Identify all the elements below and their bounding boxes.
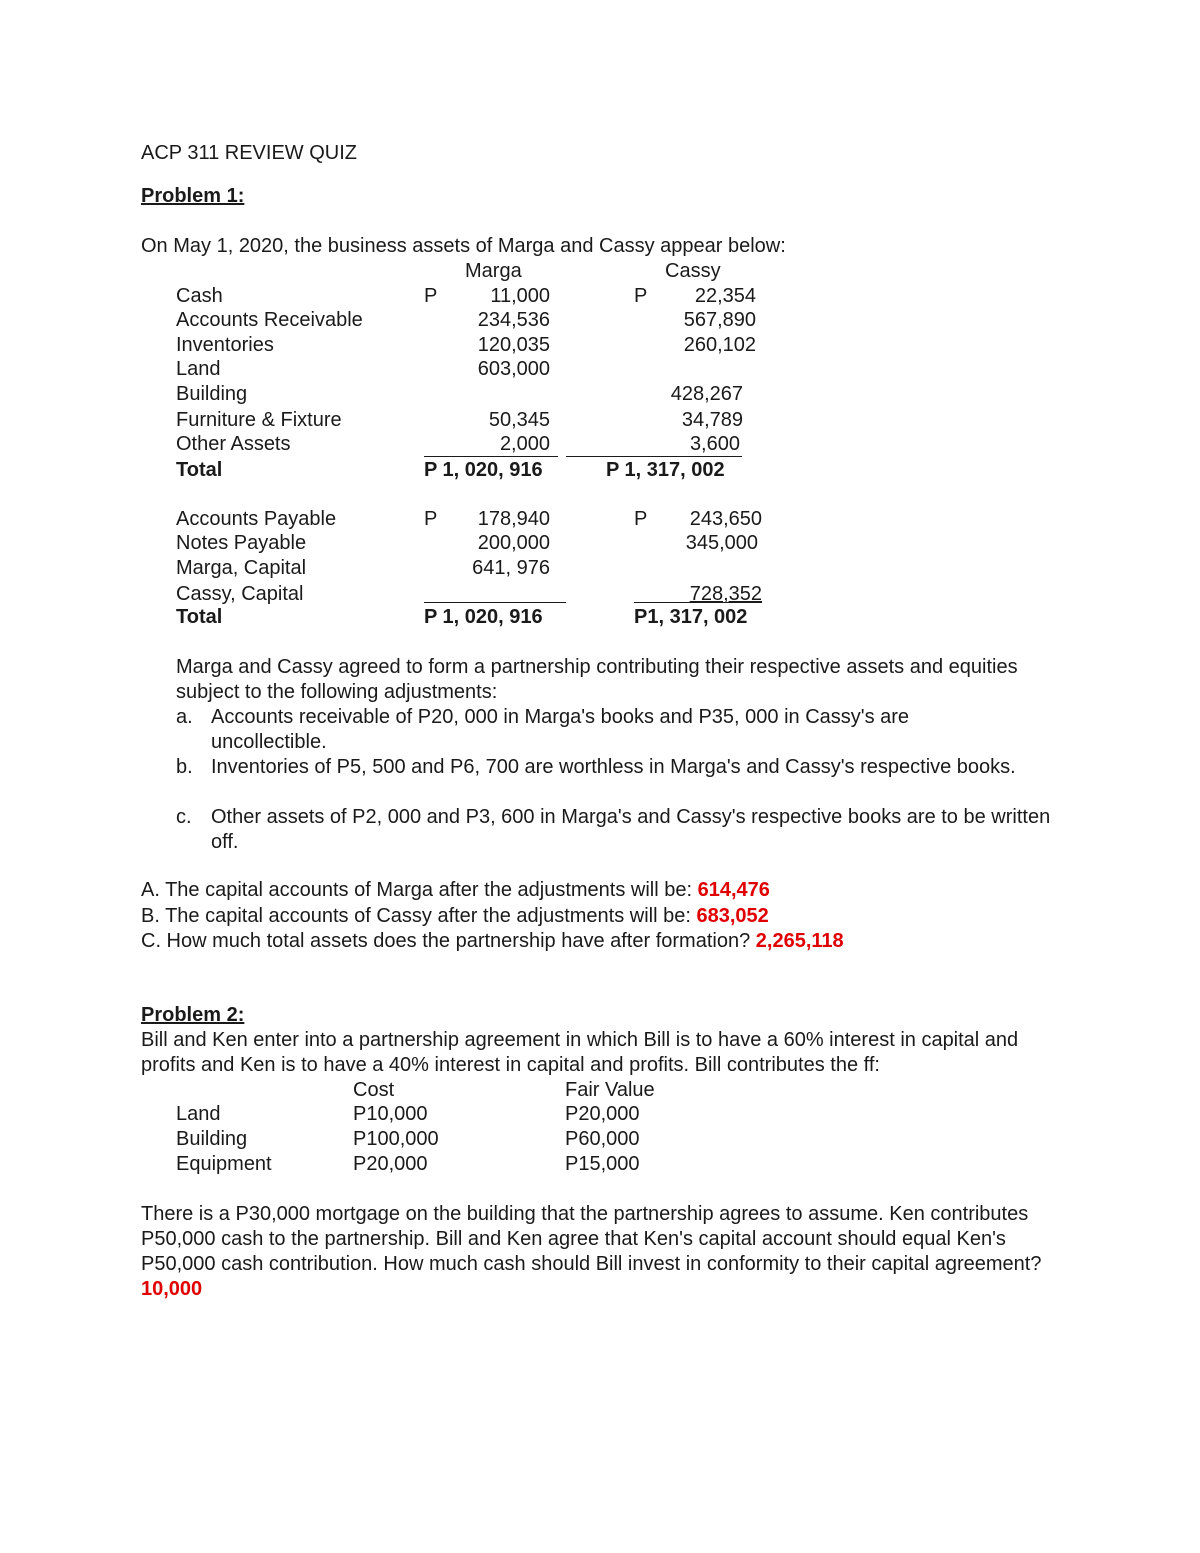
problem-2-question bbox=[141, 1202, 1051, 1302]
column-header-cassy: Cassy bbox=[665, 260, 721, 282]
question-text: There is a P30,000 mortgage on the building that the partnership agrees to assume. Ken contributes P50,000 cash to the partnership. Bill and Ken agree that Ken's capital account should equal Ken's P50,000 cash contribution. How much cash should Bill invest in conformity to their capital agreement? bbox=[141, 1203, 1042, 1275]
marga-value: 50,345 bbox=[488, 409, 550, 431]
subtotal-rule bbox=[634, 602, 762, 603]
cassy-total: P 1, 317, 002 bbox=[606, 459, 725, 481]
question-b bbox=[141, 904, 769, 929]
question-text: B. The capital accounts of Cassy after the adjustments will be: bbox=[141, 905, 697, 927]
question-text: C. How much total assets does the partnership have after formation? bbox=[141, 930, 756, 952]
marga-value: 178,940 bbox=[477, 508, 550, 530]
list-marker: a. bbox=[176, 706, 193, 728]
answer-value: 2,265,118 bbox=[755, 930, 844, 952]
subtotal-rule bbox=[424, 602, 566, 603]
cassy-value: 22,354 bbox=[694, 285, 756, 307]
row-label: Land bbox=[176, 358, 221, 380]
row-label: Accounts Receivable bbox=[176, 309, 363, 331]
row-label: Land bbox=[176, 1103, 221, 1125]
question-text: A. The capital accounts of Marga after the adjustments will be: bbox=[141, 879, 698, 901]
peso-sign: P bbox=[424, 508, 438, 530]
answer-value: 683,052 bbox=[696, 905, 769, 927]
document-title: ACP 311 REVIEW QUIZ bbox=[141, 142, 357, 164]
cassy-value: 34,789 bbox=[681, 409, 743, 431]
cassy-value: 345,000 bbox=[685, 532, 758, 554]
problem-1-heading: Problem 1: bbox=[141, 185, 245, 207]
peso-sign: P bbox=[424, 285, 438, 307]
agreement-paragraph: Marga and Cassy agreed to form a partnership contributing their respective assets and equities subject to the following adjustments: bbox=[176, 656, 1018, 703]
subtotal-rule bbox=[424, 456, 558, 457]
column-header-fair-value: Fair Value bbox=[565, 1079, 655, 1101]
marga-value: 11,000 bbox=[490, 285, 550, 307]
cassy-value: 3,600 bbox=[689, 433, 740, 455]
row-label: Inventories bbox=[176, 334, 274, 356]
row-label: Other Assets bbox=[176, 433, 291, 455]
fair-value: P15,000 bbox=[565, 1153, 640, 1175]
cost-value: P10,000 bbox=[353, 1103, 428, 1125]
question-a bbox=[141, 878, 770, 903]
column-header-marga: Marga bbox=[465, 260, 522, 282]
fair-value: P60,000 bbox=[565, 1128, 640, 1150]
marga-value: 603,000 bbox=[477, 358, 550, 380]
row-label: Building bbox=[176, 383, 248, 405]
marga-value: 200,000 bbox=[477, 532, 550, 554]
cassy-value: 567,890 bbox=[683, 309, 756, 331]
peso-sign: P bbox=[634, 508, 648, 530]
fair-value: P20,000 bbox=[565, 1103, 640, 1125]
marga-total: P 1, 020, 916 bbox=[424, 606, 543, 628]
column-header-cost: Cost bbox=[353, 1079, 395, 1101]
marga-total: P 1, 020, 916 bbox=[424, 459, 543, 481]
list-text: Other assets of P2, 000 and P3, 600 in Marga's and Cassy's respective books are to be written off. bbox=[211, 806, 1051, 853]
marga-value: 120,035 bbox=[477, 334, 550, 356]
row-label: Accounts Payable bbox=[176, 508, 337, 530]
cassy-total: P1, 317, 002 bbox=[634, 606, 748, 628]
marga-value: 234,536 bbox=[477, 309, 550, 331]
answer-value: 614,476 bbox=[697, 879, 770, 901]
problem-1-intro: On May 1, 2020, the business assets of Marga and Cassy appear below: bbox=[141, 235, 786, 257]
list-text: Accounts receivable of P20, 000 in Marga's books and P35, 000 in Cassy's are uncollectible. bbox=[211, 706, 910, 753]
row-label: Cassy, Capital bbox=[176, 583, 304, 605]
marga-value: 641, 976 bbox=[472, 557, 550, 579]
cassy-value: 243,650 bbox=[689, 508, 762, 530]
cost-value: P20,000 bbox=[353, 1153, 428, 1175]
answer-value: 10,000 bbox=[141, 1278, 203, 1300]
problem-2-intro: Bill and Ken enter into a partnership agreement in which Bill is to have a 60% interest in capital and profits and Ken is to have a 40% interest in capital and profits. Bill contributes the ff: bbox=[141, 1029, 1019, 1076]
list-marker: b. bbox=[176, 756, 193, 778]
cassy-value: 428,267 bbox=[670, 383, 743, 405]
cassy-value: 728,352 bbox=[689, 583, 762, 605]
total-label: Total bbox=[176, 606, 223, 628]
list-marker: c. bbox=[176, 806, 192, 828]
marga-value: 2,000 bbox=[499, 433, 550, 455]
total-label: Total bbox=[176, 459, 223, 481]
cassy-value: 260,102 bbox=[683, 334, 756, 356]
row-label: Building bbox=[176, 1128, 248, 1150]
question-c bbox=[141, 929, 844, 954]
row-label: Marga, Capital bbox=[176, 557, 307, 579]
problem-2-heading: Problem 2: bbox=[141, 1004, 245, 1026]
row-label: Equipment bbox=[176, 1153, 272, 1175]
list-text: Inventories of P5, 500 and P6, 700 are worthless in Marga's and Cassy's respective books. bbox=[211, 756, 1016, 778]
row-label: Notes Payable bbox=[176, 532, 307, 554]
row-label: Furniture & Fixture bbox=[176, 409, 342, 431]
cost-value: P100,000 bbox=[353, 1128, 439, 1150]
row-label: Cash bbox=[176, 285, 223, 307]
peso-sign: P bbox=[634, 285, 648, 307]
subtotal-rule bbox=[566, 456, 742, 457]
